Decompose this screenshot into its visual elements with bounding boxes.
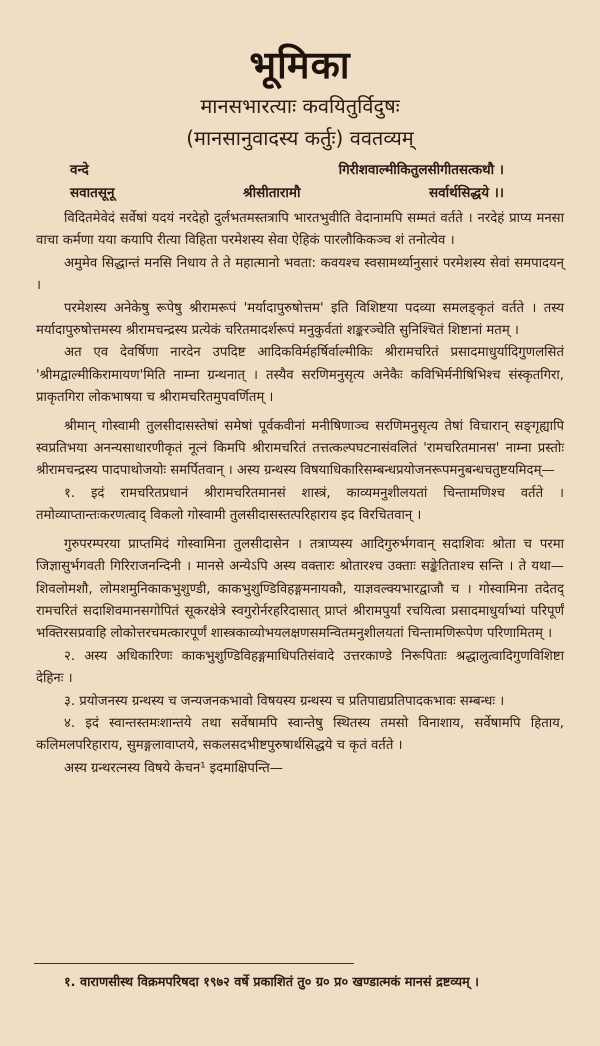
verse-line-2 <box>40 183 560 201</box>
footnote: १. वाराणसीस्थ विक्रमपरिषदा १९७२ वर्षे प्रकाशितं तु० ग्र० प्र० खण्डात्मकं मानसं द्रष्टव्यम् । <box>64 975 479 990</box>
verse-line1-part-a: वन्दे <box>70 162 89 178</box>
paragraph: श्रीमान् गोस्वामी तुलसीदासस्तेषां समेषां पूर्वकवीनां मनीषिणाञ्च सरणिमनुसृत्य तेषां विचारान् सङ्गृह्यापि स्वप्रतिभया अनन्यसाधारणीकृतं नूत्नं किमपि श्रीरामचरितं तत्तत्कल्पघटनासंवलितं 'रामचरितमानस' नाम्ना प्रस्तोः श्रीरामचन्द्रस्य पादपाथोजयोः समर्पितवान् । अस्य ग्रन्थस्य विषयाधिकारिसम्बन्धप्रयोजनरूपमनुबन्धचतुष्टयमिदम्— <box>36 418 564 479</box>
paragraph: ३. प्रयोजनस्य ग्रन्थस्य च जन्यजनकभावो विषयस्य ग्रन्थस्य च प्रतिपाद्यप्रतिपादकभावः सम्बन्धः । <box>64 693 505 709</box>
verse-line2-part-b: श्रीसीतारामौ <box>243 185 301 201</box>
paragraph: विदितमेवेदं सर्वेषां यदयं नरदेहो दुर्लभतमस्तत्रापि भारतभुवीति वेदानामपि सम्मतं वर्तते । नरदेहं प्राप्य मनसा वाचा कर्मणा यया कयापि रीत्या विहिता परमेशस्य सेवा ऐहिकं पारलौकिकञ्च शं तनोत्येव । <box>36 211 564 249</box>
paragraph: गुरुपरम्परया प्राप्तमिदं गोस्वामिना तुलसीदासेन । तत्राप्यस्य आदिगुरुर्भगवान् सदाशिवः श्रोता च परमा जिज्ञासुर्भगवती गिरिराजनन्दिनी । मानसे अन्येऽपि अस्य वक्तारः श्रोतारश्च उक्ताः सङ्केतिताश्च सन्ति । ते यथा— शिवलोमशौ, लोमशमुनिकाकभुशुण्डी, काकभुशुण्डिविहङ्गमनायकौ, याज्ञवल्क्यभारद्वाजौ च । गोस्वामिना तदेतद् रामचरितं सदाशिवमानसगोपितं सूकरक्षेत्रे स्वगुरोर्नरहरिदासात् प्राप्तं श्रीरामपुर्यां रचयित्वा प्रसादमाधुर्याभ्यां परिपूर्णं भक्तिरसप्रवाहि लोकोत्तरचमत्कारपूर्णं शास्त्रकाव्योभयलक्षणसमन्वितमनुशीलयतां चिन्तामणिरूपेण परिणामितम् । <box>36 536 564 642</box>
body-text <box>36 208 564 780</box>
verse-line-1 <box>40 160 560 178</box>
page-title: भूमिका <box>249 43 351 87</box>
paragraph: अस्य ग्रन्थरत्नस्य विषये केचन¹ इदमाक्षिपन्ति— <box>64 760 283 776</box>
paragraph: १. इदं रामचरितप्रधानं श्रीरामचरितमानसं शास्त्रं, काव्यमनुशीलयतां चिन्तामणिश्च वर्तते । तमोव्याप्तान्तःकरणत्वाद् विकलो गोस्वामी तुलसीदासस्तत्परिहाराय इद विरचितवान् । <box>36 485 564 524</box>
paragraph: २. अस्य अधिकारिणः काकभुशुण्डिविहङ्गमाधिपतिसंवादे उत्तरकाण्डे निरूपिताः श्रद्धालुत्वादिगुणविशिष्टा देहिनः । <box>36 648 564 687</box>
subtitle-line-2: (मानसानुवादस्य कर्तुः) ववतव्यम् <box>186 126 414 150</box>
paragraph: अत एव देवर्षिणा नारदेन उपदिष्ट आदिकविर्महर्षिर्वाल्मीकिः श्रीरामचरितं प्रसादमाधुर्यादिगुणलसितं 'श्रीमद्वाल्मीकिरामायण'मिति नाम्ना ग्रन्थनात् । तस्यैव सरणिमनुसृत्य अनेकैः कविभिर्मनीषिभिश्च संस्कृतगिरा, प्राकृतगिरा लोकभाषया च श्रीरामचरितमुपवर्णितम् । <box>36 345 564 406</box>
verse-line2-part-c: सर्वार्थसिद्धये ।। <box>429 185 504 201</box>
paragraph: ४. इदं स्वान्तस्तमःशान्तये तथा सर्वेषामपि स्वान्तेषु स्थितस्य तमसो विनाशाय, सर्वेषामपि हिताय, कलिमलपरिहाराय, सुमङ्गलावाप्तये, सकलसदभीष्टपुरुषार्थसिद्धये च कृतं वर्तते । <box>36 715 564 754</box>
subtitle-line-1: मानसभारत्याः कवयितुर्विदुषः <box>200 94 400 118</box>
verse-line2-part-a: सवातसूनू <box>70 185 115 201</box>
footnote-divider <box>34 963 354 964</box>
verse-line1-part-b: गिरीशवाल्मीकितुलसीगीतसत्कथौ । <box>338 162 504 178</box>
paragraph: परमेशस्य अनेकेषु रूपेषु श्रीरामरूपं 'मर्यादापुरुषोत्तम' इति विशिष्टया पदव्या समलङ्कृतं वर्तते । तस्य मर्यादापुरुषोत्तमस्य श्रीरामचन्द्रस्य प्रत्येकं चरितमादर्शरूपं मनुकुर्वतां शङ्करञ्चेति सुनिश्चितं शिष्टानां मतम् । <box>36 300 564 339</box>
paragraph: अमुमेव सिद्धान्तं मनसि निधाय ते ते महात्मानो भवता: कवयश्च स्वसामर्थ्यानुसारं परमेशस्य सेवां समपादयन् । <box>36 255 564 294</box>
